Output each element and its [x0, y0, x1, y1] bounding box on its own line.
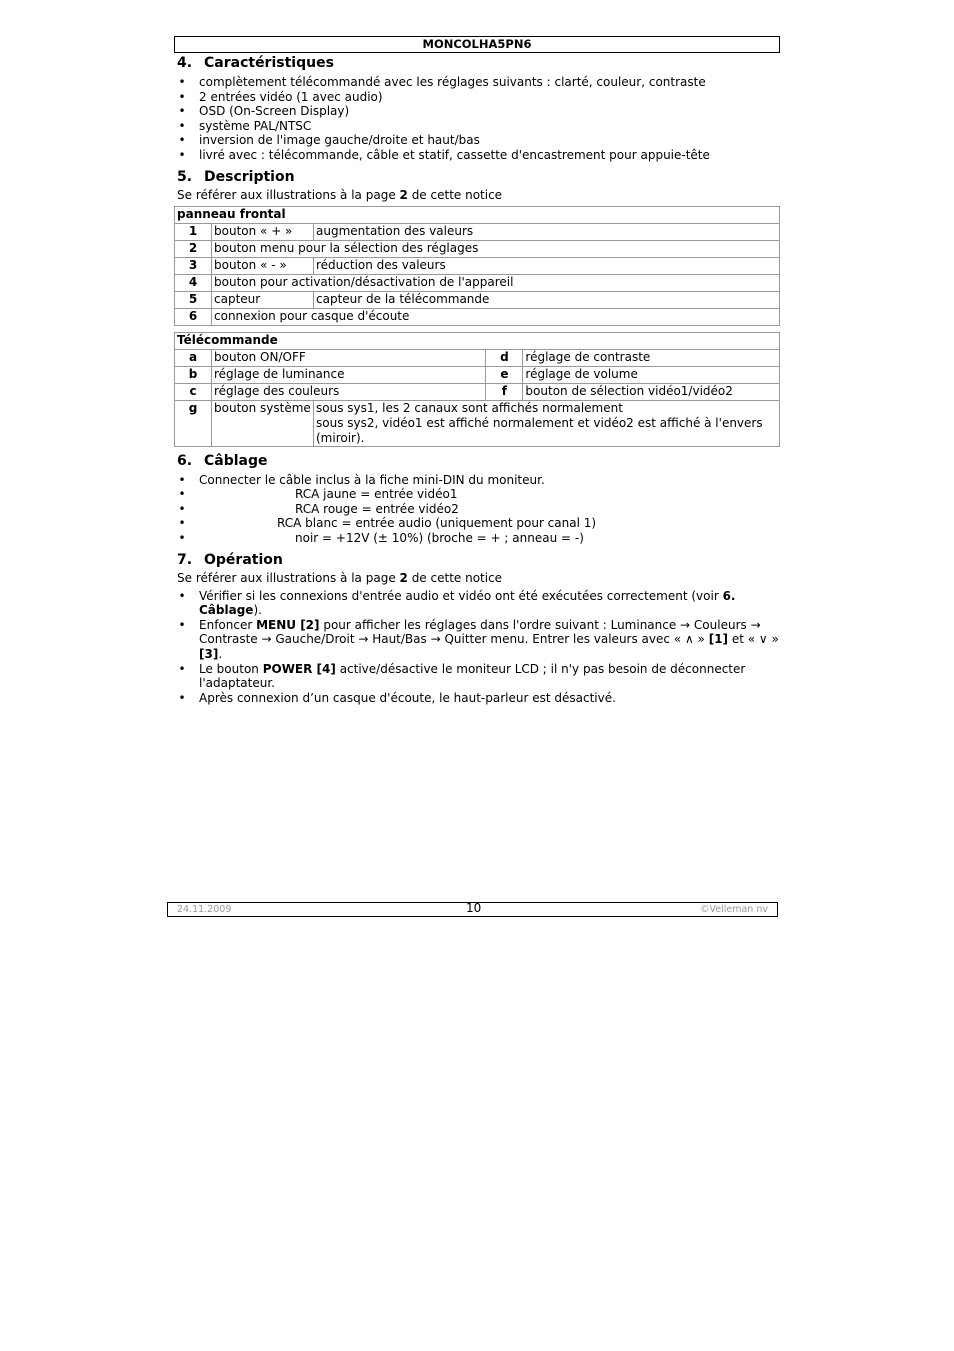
document-footer [167, 902, 778, 917]
table-row: c réglage des couleurs f bouton de sélection vidéo1/vidéo2 [175, 383, 780, 400]
table-row: 6 connexion pour casque d'écoute [175, 308, 780, 325]
document-header [174, 36, 780, 53]
table-row: g bouton système sous sys1, les 2 canaux sont affichés normalement sous sys2, vidéo1 est affiché normalement et vidéo2 est affiché à l'envers (miroir). [175, 400, 780, 446]
front-panel-table [174, 206, 780, 326]
features-list [174, 75, 780, 163]
document-page [174, 36, 780, 705]
table-row: 5 capteur capteur de la télécommande [175, 291, 780, 308]
list-item: • inversion de l'image gauche/droite et haut/bas [178, 133, 480, 148]
footer-date: 24.11.2009 [177, 904, 232, 915]
model-number: MONCOLHA5PN6 [422, 37, 532, 51]
list-item: • RCA jaune = entrée vidéo1 [178, 487, 458, 502]
operation-intro: Se référer aux illustrations à la page 2 de cette notice [177, 570, 503, 585]
list-item: • noir = +12V (± 10%) (broche = + ; anneau = -) [178, 530, 584, 545]
table-row: 1 bouton « + » augmentation des valeurs [175, 223, 780, 240]
remote-control-table [174, 332, 780, 447]
operation-list [174, 589, 780, 706]
list-item: • RCA rouge = entrée vidéo2 [178, 501, 459, 516]
footer-copyright: ©Velleman nv [700, 904, 768, 915]
table-row: 4 bouton pour activation/désactivation de l'appareil [175, 274, 780, 291]
wiring-list [174, 473, 780, 546]
list-item: • Le bouton POWER [4] active/désactive le moniteur LCD ; il n'y pas besoin de déconnecter l'adaptateur. [178, 661, 746, 691]
list-item: • Après connexion d’un casque d'écoute, le haut-parleur est désactivé. [178, 690, 616, 705]
page-number: 10 [466, 901, 482, 915]
section-4-heading: 4. Caractéristiques [177, 55, 334, 71]
table-row: 3 bouton « - » réduction des valeurs [175, 257, 780, 274]
table-row: b réglage de luminance e réglage de volume [175, 366, 780, 383]
remote-header: Télécommande [175, 332, 780, 349]
list-item: • RCA blanc = entrée audio (uniquement pour canal 1) [178, 516, 597, 531]
section-5-heading: 5. Description [177, 168, 295, 185]
list-item: • complètement télécommandé avec les réglages suivants : clarté, couleur, contraste [178, 75, 706, 89]
section-6-heading: 6. Câblage [177, 452, 268, 469]
list-item: • OSD (On-Screen Display) [178, 104, 350, 119]
list-item: • 2 entrées vidéo (1 avec audio) [178, 89, 383, 104]
description-intro: Se référer aux illustrations à la page 2 de cette notice [177, 187, 503, 202]
front-panel-header: panneau frontal [175, 206, 780, 223]
list-item: • livré avec : télécommande, câble et statif, cassette d'encastrement pour appuie-tête [178, 147, 710, 162]
list-item: • Connecter le câble inclus à la fiche mini-DIN du moniteur. [178, 472, 545, 487]
table-row: 2 bouton menu pour la sélection des réglages [175, 240, 780, 257]
table-row: a bouton ON/OFF d réglage de contraste [175, 349, 780, 366]
list-item: • Enfoncer MENU [2] pour afficher les réglages dans l'ordre suivant : Luminance → Couleurs → Contraste → Gauche/Droit → Haut/Bas → Quitter menu. Entrer les valeurs avec « ∧ » [1] et « ∨ » [3]. [178, 617, 779, 661]
list-item: • Vérifier si les connexions d'entrée audio et vidéo ont été exécutées correctement (voir 6. Câblage). [178, 588, 736, 618]
list-item: • système PAL/NTSC [178, 118, 312, 133]
section-7-heading: 7. Opération [177, 551, 283, 568]
